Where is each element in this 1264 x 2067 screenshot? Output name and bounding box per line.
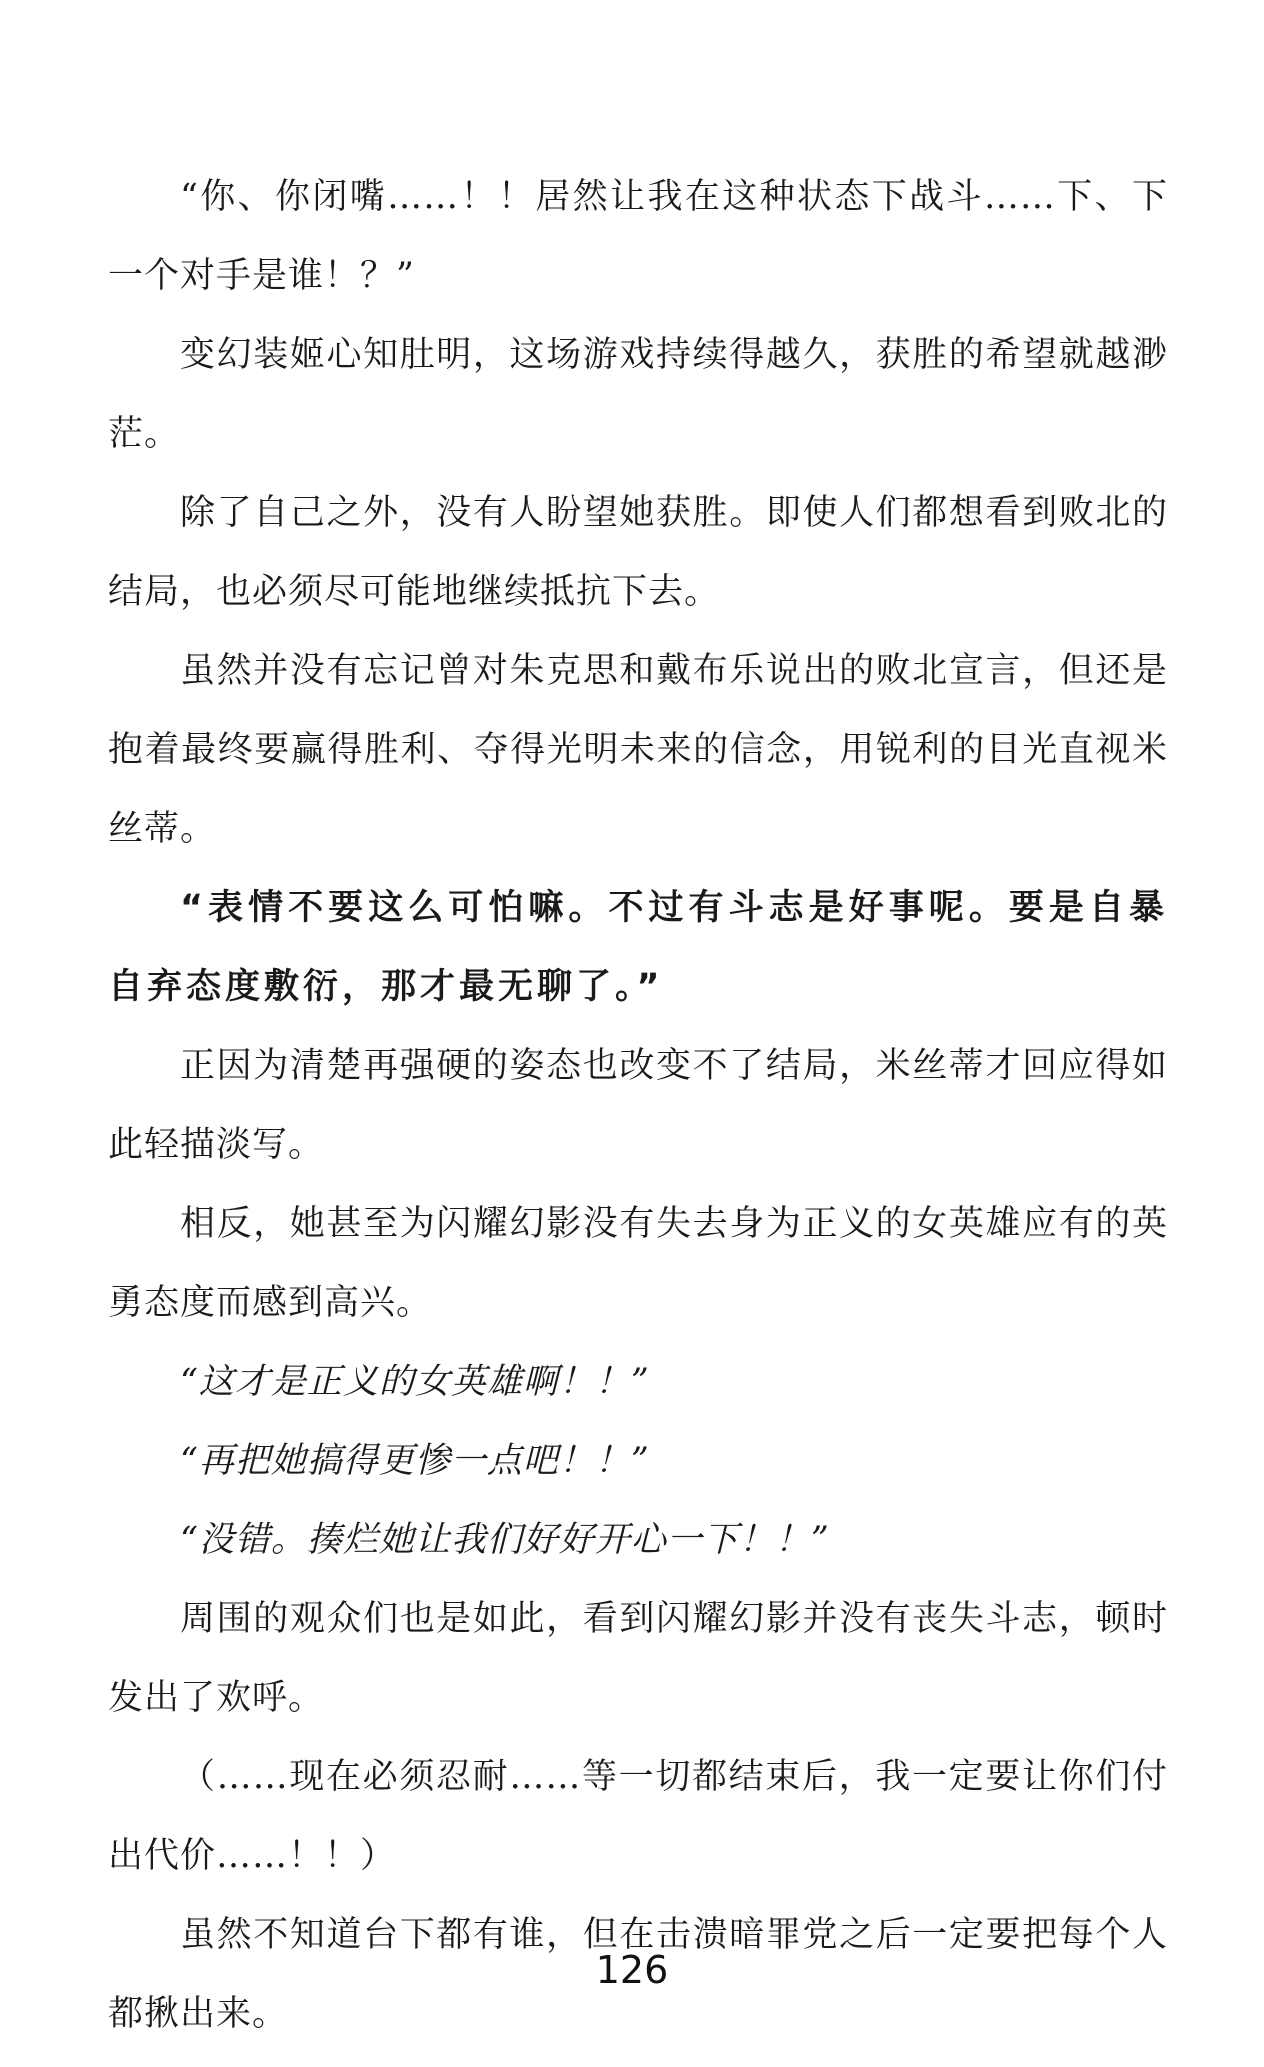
paragraph-7: 相反，她甚至为闪耀幻影没有失去身为正义的女英雄应有的英勇态度而感到高兴。 — [108, 1204, 1168, 1323]
paragraph-2: 变幻装姬心知肚明，这场游戏持续得越久，获胜的希望就越渺茫。 — [108, 335, 1168, 454]
paragraph-9-crowd: “再把她搞得更惨一点吧！！” — [180, 1441, 650, 1481]
paragraph-11: 周围的观众们也是如此，看到闪耀幻影并没有丧失斗志，顿时发出了欢呼。 — [108, 1599, 1168, 1718]
paragraph-10-crowd: “没错。揍烂她让我们好好开心一下！！” — [180, 1520, 830, 1560]
paragraph-3: 除了自己之外，没有人盼望她获胜。即使人们都想看到败北的结局，也必须尽可能地继续抵抗下去。 — [108, 493, 1168, 612]
paragraph-1: “你、你闭嘴……！！居然让我在这种状态下战斗……下、下一个对手是谁！？” — [108, 177, 1168, 296]
paragraph-4: 虽然并没有忘记曾对朱克思和戴布乐说出的败北宣言，但还是抱着最终要赢得胜利、夺得光明未来的信念，用锐利的目光直视米丝蒂。 — [108, 651, 1168, 849]
body-text — [108, 158, 1168, 2054]
paragraph-5-dialogue: “表情不要这么可怕嘛。不过有斗志是好事呢。要是自暴自弃态度敷衍，那才最无聊了。” — [108, 888, 1168, 1007]
paragraph-12-thought: （……现在必须忍耐……等一切都结束后，我一定要让你们付出代价……！！） — [108, 1757, 1168, 1876]
paragraph-6: 正因为清楚再强硬的姿态也改变不了结局，米丝蒂才回应得如此轻描淡写。 — [108, 1046, 1168, 1165]
paragraph-13: 虽然不知道台下都有谁，但在击溃暗罪党之后一定要把每个人都揪出来。 — [108, 1915, 1168, 2034]
paragraph-8-crowd: “这才是正义的女英雄啊！！” — [180, 1362, 650, 1402]
page-number: 126 — [595, 1948, 669, 1992]
